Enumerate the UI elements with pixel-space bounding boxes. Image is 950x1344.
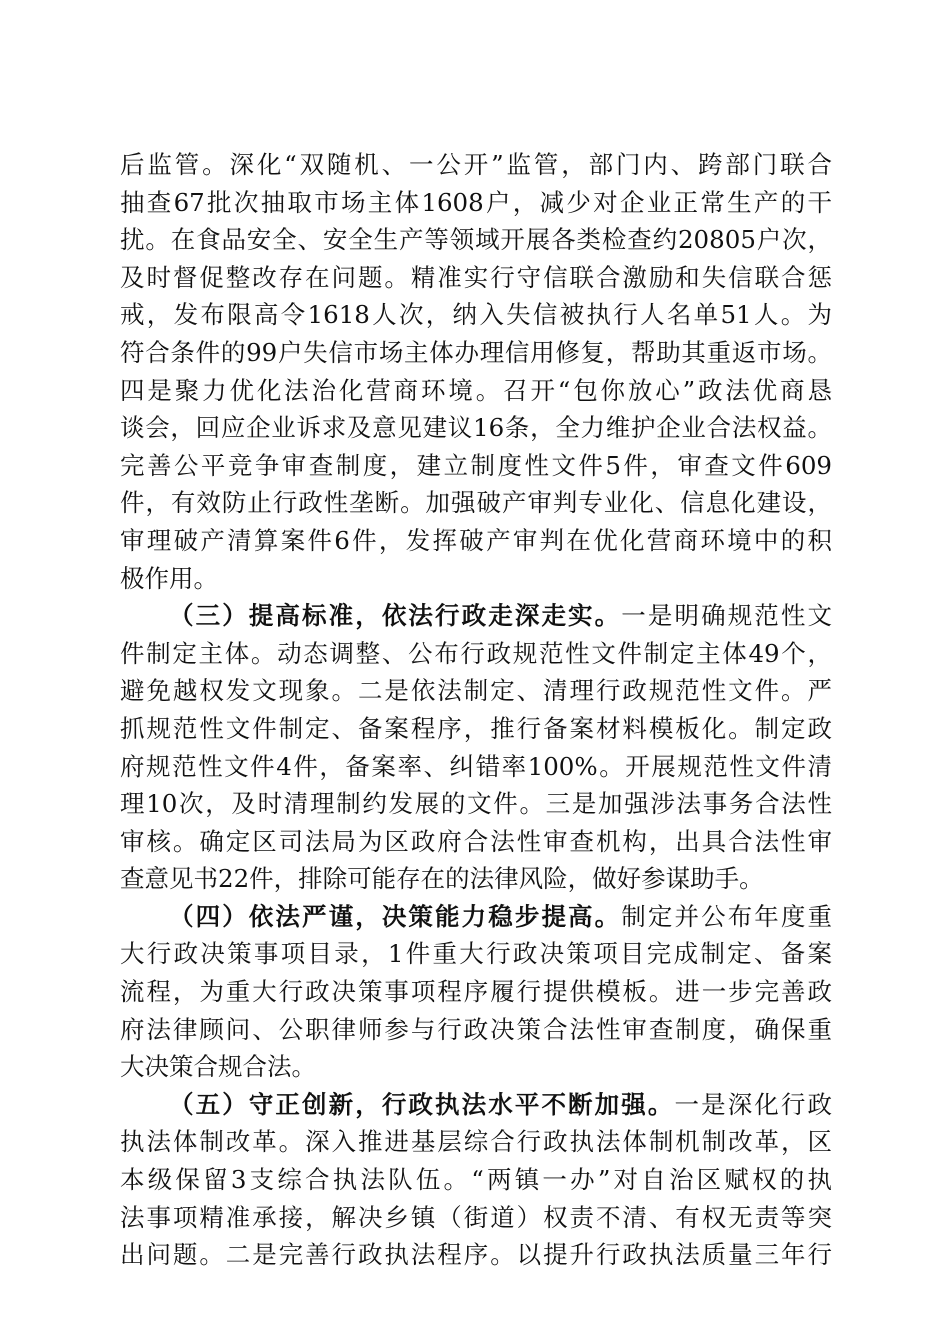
text-line: 件，有效防止行政性垄断。加强破产审判专业化、信息化建设， xyxy=(120,488,832,518)
text-line: 查意见书22件，排除可能存在的法律风险，做好参谋助手。 xyxy=(120,864,764,894)
section-3-first-line-rest: 一是明确规范性文 xyxy=(621,601,832,631)
text-line: 大决策合规合法。 xyxy=(120,1052,316,1082)
text-line: 件制定主体。动态调整、公布行政规范性文件制定主体49个， xyxy=(120,638,832,668)
text-line: 抓规范性文件制定、备案程序，推行备案材料模板化。制定政 xyxy=(120,713,832,743)
text-line: 戒，发布限高令1618人次，纳入失信被执行人名单51人。为 xyxy=(120,300,832,330)
text-line: 符合条件的99户失信市场主体办理信用修复，帮助其重返市场。 xyxy=(120,337,832,367)
text-line: 理10次，及时清理制约发展的文件。三是加强涉法事务合法性 xyxy=(120,789,832,819)
text-line: 大行政决策事项目录，1件重大行政决策项目完成制定、备案 xyxy=(120,939,832,969)
section-5-first-line xyxy=(120,1086,832,1124)
text-line: 及时督促整改存在问题。精准实行守信联合激励和失信联合惩 xyxy=(120,262,832,292)
text-line: 流程，为重大行政决策事项程序履行提供模板。进一步完善政 xyxy=(120,977,832,1007)
text-line: 极作用。 xyxy=(120,563,218,593)
text-line: 扰。在食品安全、安全生产等领域开展各类检查约20805户次， xyxy=(120,225,832,255)
text-line: 出问题。二是完善行政执法程序。以提升行政执法质量三年行 xyxy=(120,1240,832,1270)
section-3-first-line xyxy=(120,597,832,635)
section-4-first-line-rest: 制定并公布年度重 xyxy=(621,901,832,931)
section-5-heading: （五）守正创新，行政执法水平不断加强。 xyxy=(169,1089,675,1119)
text-line: 完善公平竞争审查制度，建立制度性文件5件，审查文件609 xyxy=(120,450,832,480)
text-line: 执法体制改革。深入推进基层综合行政执法体制机制改革，区 xyxy=(120,1127,832,1157)
text-line: 审理破产清算案件6件，发挥破产审判在优化营商环境中的积 xyxy=(120,525,832,555)
text-line: 府规范性文件4件，备案率、纠错率100%。开展规范性文件清 xyxy=(120,751,832,781)
body-text xyxy=(120,146,832,1274)
text-line: 抽查67批次抽取市场主体1608户，减少对企业正常生产的干 xyxy=(120,187,832,217)
text-line: 避免越权发文现象。二是依法制定、清理行政规范性文件。严 xyxy=(120,676,832,706)
section-4-first-line xyxy=(120,898,832,936)
text-line: 四是聚力优化法治化营商环境。召开“包你放心”政法优商恳 xyxy=(120,375,832,405)
text-line: 法事项精准承接，解决乡镇（街道）权责不清、有权无责等突 xyxy=(120,1202,832,1232)
text-line: 审核。确定区司法局为区政府合法性审查机构，出具合法性审 xyxy=(120,826,832,856)
text-line: 府法律顾问、公职律师参与行政决策合法性审查制度，确保重 xyxy=(120,1014,832,1044)
section-4-heading: （四）依法严谨，决策能力稳步提高。 xyxy=(169,901,622,931)
text-line: 后监管。深化“双随机、一公开”监管，部门内、跨部门联合 xyxy=(120,150,832,179)
section-5-first-line-rest: 一是深化行政 xyxy=(674,1089,832,1119)
section-3-heading: （三）提高标准，依法行政走深走实。 xyxy=(169,601,622,631)
text-line: 本级保留3支综合执法队伍。“两镇一办”对自治区赋权的执 xyxy=(120,1165,832,1195)
text-line: 谈会，回应企业诉求及意见建议16条，全力维护企业合法权益。 xyxy=(120,413,832,443)
